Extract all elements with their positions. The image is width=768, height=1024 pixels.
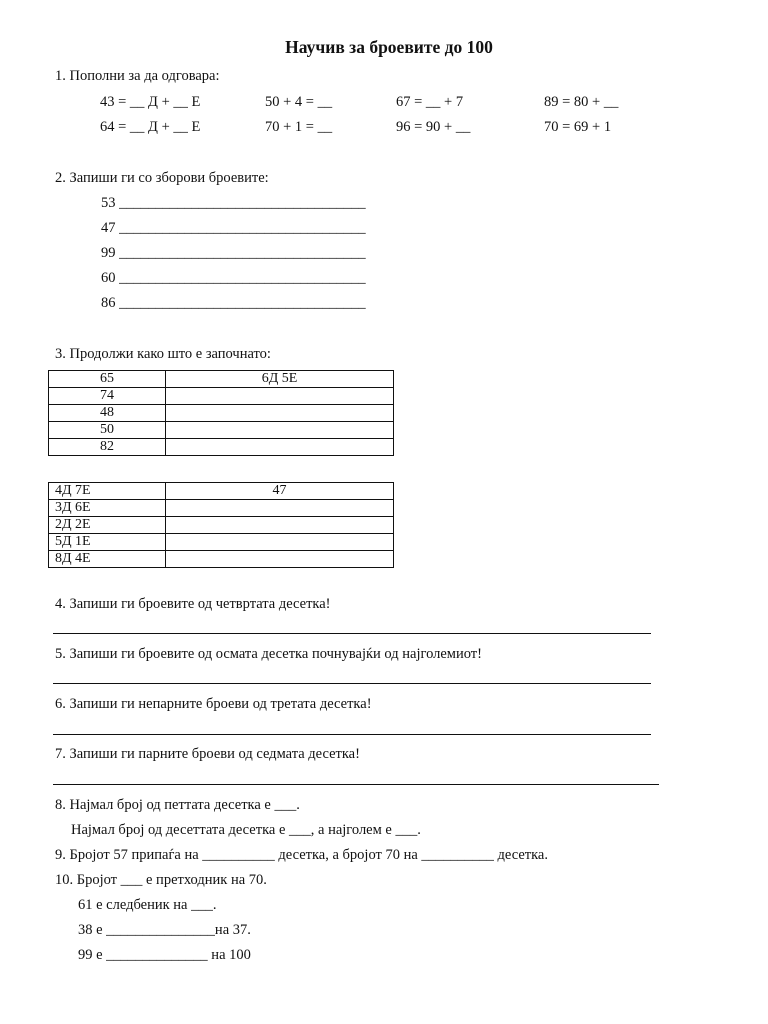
table-row [49,517,394,534]
task2-item: 86 __________________________________ [101,295,366,311]
task2-heading: 2. Запиши ги со зборови броевите: [55,170,269,186]
task2-item: 53 __________________________________ [101,195,366,211]
answer-line[interactable] [53,784,659,785]
table-row [49,388,394,405]
table-row [49,371,394,388]
table-row [49,534,394,551]
table-cell: 65 [49,371,166,388]
table-row [49,405,394,422]
table-cell: 48 [49,405,166,422]
table-cell: 4Д 7Е [49,483,166,500]
task10-line4: 99 е ______________ на 100 [78,947,251,963]
table-cell[interactable] [166,534,394,551]
table-cell: 74 [49,388,166,405]
task1-item: 67 = __ + 7 [396,94,464,110]
table-row [49,551,394,568]
task1-item: 70 = 69 + 1 [544,119,612,135]
task10-line1: 10. Бројот ___ е претходник на 70. [55,872,267,888]
task1-item: 43 = __ Д + __ Е [100,94,201,110]
task9-text: 9. Бројот 57 припаѓа на __________ десетка, а бројот 70 на __________ десетка. [55,847,548,863]
table-cell[interactable] [166,439,394,456]
task10-line2: 61 е следбеник на ___. [78,897,217,913]
table-cell: 6Д 5Е [166,371,394,388]
table-cell[interactable] [166,517,394,534]
task1-item: 96 = 90 + __ [396,119,471,135]
page-title: Научив за броевите до 100 [285,37,493,57]
table-row [49,422,394,439]
table-cell[interactable] [166,500,394,517]
answer-line[interactable] [53,683,651,684]
answer-line[interactable] [53,633,651,634]
table-cell: 3Д 6Е [49,500,166,517]
task2-item: 60 __________________________________ [101,270,366,286]
task1-item: 64 = __ Д + __ Е [100,119,201,135]
table-cell[interactable] [166,551,394,568]
task8-line1: 8. Најмал број од петтата десетка е ___. [55,797,300,813]
task6-text: 6. Запиши ги непарните броеви од третата десетка! [55,696,372,712]
task4-text: 4. Запиши ги броевите од четвртата десетка! [55,596,331,612]
table-row [49,483,394,500]
answer-line[interactable] [53,734,651,735]
table-cell[interactable] [166,405,394,422]
task3-heading: 3. Продолжи како што е започнато: [55,346,271,362]
table-cell[interactable] [166,388,394,405]
table-cell: 47 [166,483,394,500]
task1-heading: 1. Пополни за да одговара: [55,68,220,84]
table-cell: 82 [49,439,166,456]
tens-units-table-1 [48,370,394,456]
task8-line2: Најмал број од десеттата десетка е ___, а најголем е ___. [71,822,421,838]
table-row [49,439,394,456]
table-row [49,500,394,517]
task1-item: 89 = 80 + __ [544,94,619,110]
task1-item: 70 + 1 = __ [265,119,333,135]
table-cell[interactable] [166,422,394,439]
task2-item: 99 __________________________________ [101,245,366,261]
task10-line3: 38 е _______________на 37. [78,922,251,938]
task7-text: 7. Запиши ги парните броеви од седмата десетка! [55,746,360,762]
table-cell: 2Д 2Е [49,517,166,534]
table-cell: 8Д 4Е [49,551,166,568]
table-cell: 50 [49,422,166,439]
task5-text: 5. Запиши ги броевите од осмата десетка почнувајќи од најголемиот! [55,646,482,662]
task1-item: 50 + 4 = __ [265,94,333,110]
task2-item: 47 __________________________________ [101,220,366,236]
tens-units-table-2 [48,482,394,568]
table-cell: 5Д 1Е [49,534,166,551]
